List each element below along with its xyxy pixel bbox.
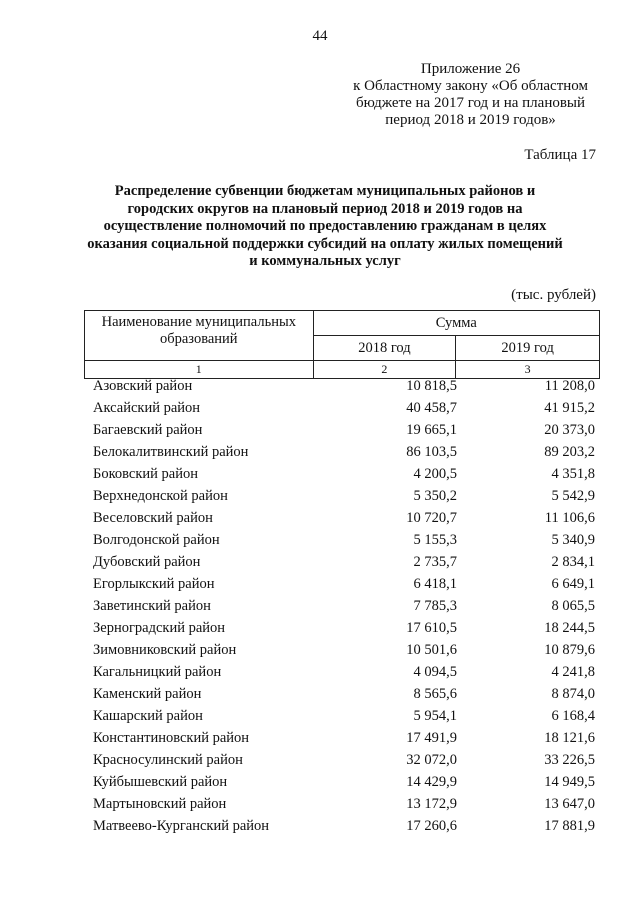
table-row [84,529,600,551]
row-name: Константиновский район [93,730,250,746]
document-title: Распределение субвенции бюджетам муниципальных районов и городских округов на плановый период 2018 и 2019 годов на осуществление полномочий по предоставлению гражданам в целях оказания социальной поддержки субсидий на оплату жилых помещений и коммунальных услуг [87,183,563,269]
row-name: Аксайский район [93,400,201,416]
unit-label: (тыс. рублей) [511,287,596,303]
row-value-2018: 17 610,5 [406,620,457,636]
row-value-2019: 5 542,9 [551,488,595,504]
table-row [84,815,600,837]
table-row [84,727,600,749]
row-value-2018: 13 172,9 [406,796,457,812]
row-name: Дубовский район [93,554,201,570]
row-value-2019: 20 373,0 [544,422,595,438]
header-index-1: 1 [85,361,314,379]
row-value-2019: 10 879,6 [544,642,595,658]
row-value-2018: 5 350,2 [413,488,457,504]
row-name: Заветинский район [93,598,211,614]
row-name: Кашарский район [93,708,203,724]
row-name: Зерноградский район [93,620,226,636]
table-row [84,419,600,441]
row-value-2019: 11 208,0 [544,378,595,394]
row-name: Волгодонской район [93,532,220,548]
table-row [84,771,600,793]
row-value-2018: 4 200,5 [413,466,457,482]
row-name: Матвеево-Курганский район [93,818,270,834]
row-value-2018: 86 103,5 [406,444,457,460]
row-value-2018: 2 735,7 [413,554,457,570]
row-value-2019: 8 874,0 [551,686,595,702]
row-value-2019: 4 241,8 [551,664,595,680]
row-name: Кагальницкий район [93,664,222,680]
table-row [84,639,600,661]
row-name: Красносулинский район [93,752,243,768]
table-row [84,485,600,507]
row-name: Верхнедонской район [93,488,228,504]
appendix-line-3: бюджете на 2017 год и на плановый [356,95,586,111]
row-name: Веселовский район [93,510,213,526]
table-row [84,749,600,771]
row-value-2019: 6 168,4 [551,708,595,724]
row-value-2018: 19 665,1 [406,422,457,438]
row-value-2018: 17 491,9 [406,730,457,746]
table-body [84,375,600,837]
row-value-2019: 18 121,6 [544,730,595,746]
row-name: Азовский район [93,378,193,394]
row-value-2018: 10 720,7 [406,510,457,526]
header-index-3: 3 [456,361,600,379]
row-value-2019: 6 649,1 [551,576,595,592]
table-row [84,441,600,463]
row-value-2019: 2 834,1 [551,554,595,570]
header-index-2: 2 [313,361,456,379]
row-value-2019: 14 949,5 [544,774,595,790]
row-value-2018: 17 260,6 [406,818,457,834]
row-value-2018: 4 094,5 [413,664,457,680]
row-value-2019: 13 647,0 [544,796,595,812]
table-header [84,310,600,379]
row-name: Мартыновский район [93,796,227,812]
row-value-2019: 33 226,5 [544,752,595,768]
table-row [84,375,600,397]
row-value-2019: 17 881,9 [544,818,595,834]
appendix-reference [353,61,588,129]
row-value-2018: 5 155,3 [413,532,457,548]
row-name: Куйбышевский район [93,774,228,790]
appendix-line-2: к Областному закону «Об областном [353,78,588,94]
row-name: Боковский район [93,466,198,482]
row-value-2019: 41 915,2 [544,400,595,416]
row-value-2018: 8 565,6 [413,686,457,702]
row-value-2019: 18 244,5 [544,620,595,636]
row-name: Белокалитвинский район [93,444,249,460]
row-value-2018: 5 954,1 [413,708,457,724]
header-year-2018: 2018 год [313,336,456,361]
appendix-line-4: период 2018 и 2019 годов» [385,112,556,128]
header-year-2019: 2019 год [456,336,600,361]
row-value-2018: 32 072,0 [406,752,457,768]
row-name: Зимовниковский район [93,642,237,658]
table-row [84,397,600,419]
row-value-2018: 7 785,3 [413,598,457,614]
row-value-2018: 10 501,6 [406,642,457,658]
table-row [84,793,600,815]
row-name: Егорлыкский район [93,576,215,592]
row-value-2019: 8 065,5 [551,598,595,614]
row-value-2019: 4 351,8 [551,466,595,482]
row-value-2019: 89 203,2 [544,444,595,460]
header-sum: Сумма [313,311,599,336]
table-row [84,463,600,485]
table-row [84,573,600,595]
table-row [84,551,600,573]
row-value-2018: 14 429,9 [406,774,457,790]
table-label: Таблица 17 [524,147,596,163]
table-row [84,683,600,705]
appendix-line-1: Приложение 26 [420,61,521,77]
table-row [84,661,600,683]
row-value-2019: 11 106,6 [544,510,595,526]
row-value-2018: 6 418,1 [413,576,457,592]
row-name: Каменский район [93,686,202,702]
row-value-2018: 40 458,7 [406,400,457,416]
row-value-2018: 10 818,5 [406,378,457,394]
table-row [84,595,600,617]
row-value-2019: 5 340,9 [551,532,595,548]
row-name: Багаевский район [93,422,203,438]
table-row [84,705,600,727]
table-row [84,617,600,639]
header-name: Наименование муниципальных образований [85,311,314,361]
page-number: 44 [312,28,328,44]
table-row [84,507,600,529]
